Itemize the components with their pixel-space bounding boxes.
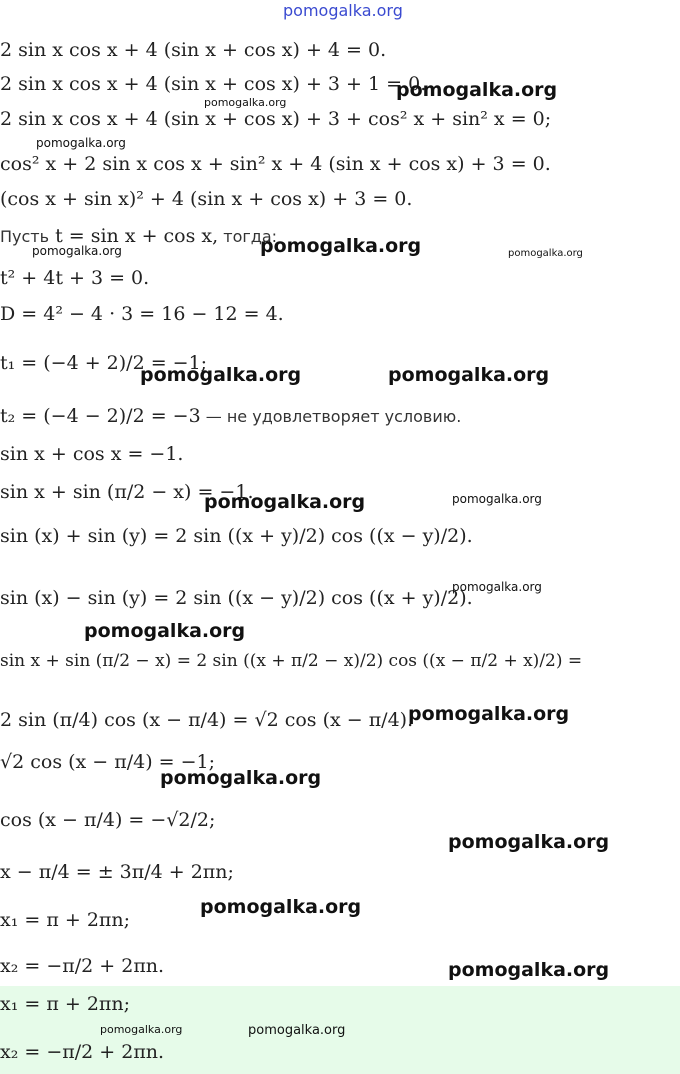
substitution-prefix: Пусть: [0, 227, 50, 246]
equation-text: cos² x + 2 sin x cos x + sin² x + 4 (sin x + cos x) + 3 = 0.: [0, 153, 551, 175]
formula-line: [0, 588, 473, 609]
watermark: pomogalka.org: [100, 1023, 183, 1036]
watermark: pomogalka.org: [396, 79, 558, 101]
equation-text: t = sin x + cos x,: [49, 225, 219, 247]
answer-text: x₂ = −π/2 + 2πn.: [0, 1041, 165, 1063]
answer-line: [0, 1042, 164, 1063]
equation-line: [0, 810, 215, 831]
equation-line: [0, 956, 164, 977]
equation-text: t₁ = (−4 + 2)/2 = −1;: [0, 352, 208, 374]
equation-line: [0, 862, 234, 883]
equation-text: (cos x + sin x)² + 4 (sin x + cos x) + 3 = 0.: [0, 188, 413, 210]
watermark: pomogalka.org: [260, 235, 422, 257]
equation-text: t² + 4t + 3 = 0.: [0, 267, 150, 289]
watermark: pomogalka.org: [508, 248, 583, 259]
answer-line: [0, 994, 130, 1015]
watermark: pomogalka.org: [452, 580, 542, 594]
equation-text: 2 sin x cos x + 4 (sin x + cos x) + 3 + cos² x + sin² x = 0;: [0, 108, 552, 130]
equation-line: [0, 304, 284, 325]
equation-line: [0, 652, 582, 671]
equation-line: [0, 406, 461, 427]
watermark: pomogalka.org: [36, 136, 126, 150]
equation-text: sin x + cos x = −1.: [0, 443, 184, 465]
watermark: pomogalka.org: [408, 703, 570, 725]
equation-line: [0, 74, 426, 95]
equation-text: √2 cos (x − π/4) = −1;: [0, 751, 216, 773]
equation-line: [0, 268, 149, 289]
equation-text: x₂ = −π/2 + 2πn.: [0, 955, 165, 977]
equation-line: [0, 154, 551, 175]
formula-line: [0, 526, 473, 547]
equation-text: sin x + sin (π/2 − x) = 2 sin ((x + π/2 − x)/2) cos ((x − π/2 + x)/2) =: [0, 651, 583, 671]
watermark: pomogalka.org: [160, 767, 322, 789]
watermark: pomogalka.org: [388, 364, 550, 386]
substitution-suffix: тогда:: [218, 227, 278, 246]
watermark: pomogalka.org: [84, 620, 246, 642]
equation-text: cos (x − π/4) = −√2/2;: [0, 809, 216, 831]
equation-line: [0, 189, 412, 210]
equation-text: 2 sin x cos x + 4 (sin x + cos x) + 3 + 1 = 0.: [0, 73, 427, 95]
watermark: pomogalka.org: [452, 492, 542, 506]
equation-text: x₁ = π + 2πn;: [0, 909, 131, 931]
watermark: pomogalka.org: [32, 244, 122, 258]
equation-text: sin (x) + sin (y) = 2 sin ((x + y)/2) cos ((x − y)/2).: [0, 525, 473, 547]
watermark: pomogalka.org: [448, 831, 610, 853]
equation-line: [0, 910, 130, 931]
watermark: pomogalka.org: [140, 364, 302, 386]
equation-line: [0, 40, 386, 61]
watermark: pomogalka.org: [200, 896, 362, 918]
equation-text: t₂ = (−4 − 2)/2 = −3: [0, 405, 201, 427]
watermark: pomogalka.org: [204, 96, 287, 109]
equation-text: 2 sin (π/4) cos (x − π/4) = √2 cos (x − π/4).: [0, 709, 414, 731]
site-link[interactable]: pomogalka.org: [283, 1, 403, 20]
equation-line: [0, 710, 413, 731]
equation-text: sin x + sin (π/2 − x) = −1.: [0, 481, 254, 503]
answer-text: x₁ = π + 2πn;: [0, 993, 131, 1015]
equation-text: x − π/4 = ± 3π/4 + 2πn;: [0, 861, 234, 883]
watermark: pomogalka.org: [448, 959, 610, 981]
condition-note: — не удовлетворяет условию.: [200, 407, 462, 426]
watermark: pomogalka.org: [204, 491, 366, 513]
equation-text: sin (x) − sin (y) = 2 sin ((x − y)/2) cos ((x + y)/2).: [0, 587, 473, 609]
watermark: pomogalka.org: [248, 1023, 346, 1038]
equation-text: 2 sin x cos x + 4 (sin x + cos x) + 4 = 0.: [0, 39, 387, 61]
equation-line: [0, 444, 183, 465]
equation-line: [0, 109, 551, 130]
equation-text: D = 4² − 4 · 3 = 16 − 12 = 4.: [0, 303, 284, 325]
